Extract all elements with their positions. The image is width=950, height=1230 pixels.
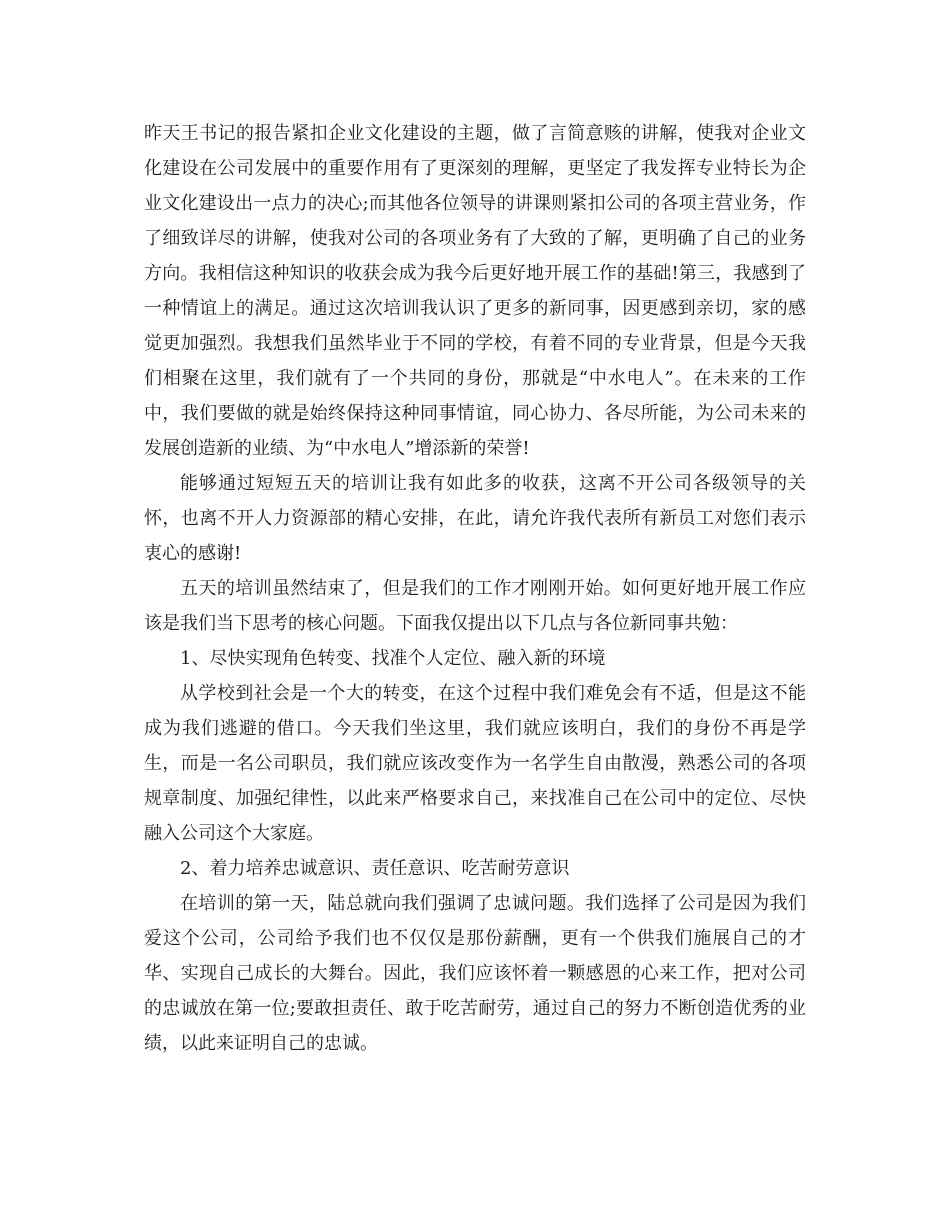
document-body xyxy=(144,116,806,1061)
paragraph-1: 昨天王书记的报告紧扣企业文化建设的主题，做了言简意赅的讲解，使我对企业文化建设在公司发展中的重要作用有了更深刻的理解，更坚定了我发挥专业特长为企业文化建设出一点力的决心;而其他各位领导的讲课则紧扣公司的各项主营业务，作了细致详尽的讲解，使我对公司的各项业务有了大致的了解，更明确了自己的业务方向。我相信这种知识的收获会成为我今后更好地开展工作的基础!第三，我感到了一种情谊上的满足。通过这次培训我认识了更多的新同事，因更感到亲切，家的感觉更加强烈。我想我们虽然毕业于不同的学校，有着不同的专业背景，但是今天我们相聚在这里，我们就有了一个共同的身份，那就是“中水电人”。在未来的工作中，我们要做的就是始终保持这种同事情谊，同心协力、各尽所能，为公司未来的发展创造新的业绩、为“中水电人”增添新的荣誉! xyxy=(144,123,806,459)
paragraph-4: 从学校到社会是一个大的转变，在这个过程中我们难免会有不适，但是这不能成为我们逃避的借口。今天我们坐这里，我们就应该明白，我们的身份不再是学生，而是一名公司职员，我们就应该改变作为一名学生自由散漫，熟悉公司的各项规章制度、加强纪律性，以此来严格要求自己，来找准自己在公司中的定位、尽快融入公司这个大家庭。 xyxy=(144,683,806,844)
heading-point-1: 1、尽快实现角色转变、找准个人定位、融入新的环境 xyxy=(180,648,606,669)
paragraph-2: 能够通过短短五天的培训让我有如此多的收获，这离不开公司各级领导的关怀，也离不开人力资源部的精心安排，在此，请允许我代表所有新员工对您们表示衷心的感谢! xyxy=(144,473,806,564)
paragraph-3: 五天的培训虽然结束了，但是我们的工作才刚刚开始。如何更好地开展工作应该是我们当下思考的核心问题。下面我仅提出以下几点与各位新同事共勉： xyxy=(144,578,806,634)
paragraph-5: 在培训的第一天，陆总就向我们强调了忠诚问题。我们选择了公司是因为我们爱这个公司，公司给予我们也不仅仅是那份薪酬，更有一个供我们施展自己的才华、实现自己成长的大舞台。因此，我们应该怀着一颗感恩的心来工作，把对公司的忠诚放在第一位;要敢担责任、敢于吃苦耐劳，通过自己的努力不断创造优秀的业绩，以此来证明自己的忠诚。 xyxy=(144,893,806,1054)
heading-point-2: 2、着力培养忠诚意识、责任意识、吃苦耐劳意识 xyxy=(180,858,570,879)
